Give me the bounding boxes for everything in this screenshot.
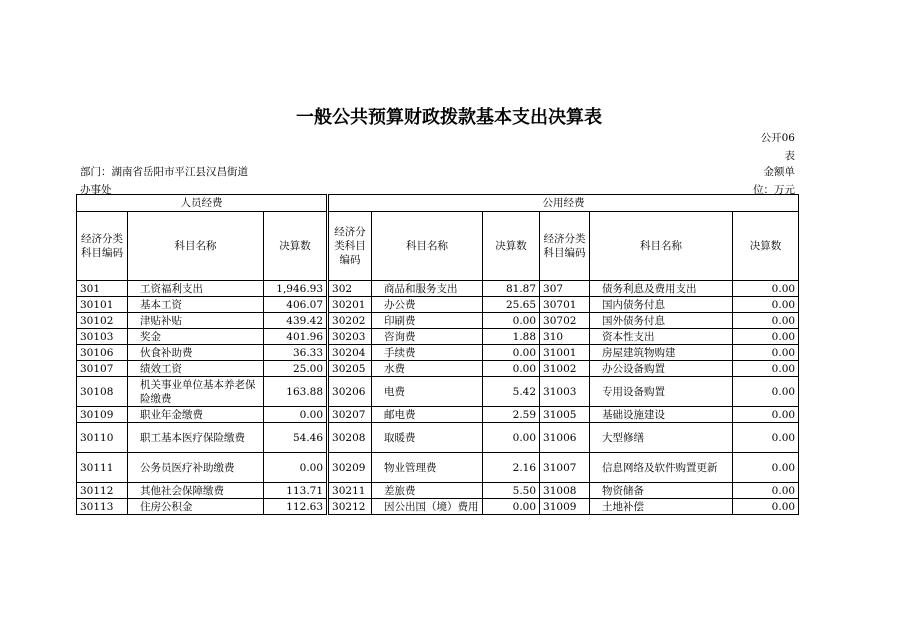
cell-amount: 401.96 [264, 329, 328, 345]
table-row [77, 313, 799, 329]
cell-name: 土地补偿 [590, 499, 733, 515]
cell-code: 31002 [540, 361, 590, 377]
cell-code: 31003 [540, 377, 590, 407]
cell-code: 30112 [77, 483, 128, 499]
cell-name: 电费 [372, 377, 483, 407]
table-row [77, 297, 799, 313]
cell-name: 基础设施建设 [590, 407, 733, 423]
cell-name: 公务员医疗补助缴费 [128, 453, 264, 483]
cell-amount: 0.00 [483, 499, 540, 515]
page-title: 一般公共预算财政拨款基本支出决算表 [296, 107, 602, 128]
cell-code: 30209 [328, 453, 372, 483]
unit-line1: 金额单 [763, 166, 795, 178]
cell-code: 30206 [328, 377, 372, 407]
header-amount-public: 决算数 [483, 212, 540, 281]
cell-code: 30101 [77, 297, 128, 313]
cell-amount: 113.71 [264, 483, 328, 499]
cell-code: 31007 [540, 453, 590, 483]
cell-name: 信息网络及软件购置更新 [590, 453, 733, 483]
cell-code: 31006 [540, 423, 590, 453]
cell-name: 职工基本医疗保险缴费 [128, 423, 264, 453]
cell-name: 办公费 [372, 297, 483, 313]
cell-name: 津贴补贴 [128, 313, 264, 329]
form-code-line1: 公开06 [760, 132, 795, 144]
cell-amount: 0.00 [733, 297, 799, 313]
header-code-personnel: 经济分类科目编码 [77, 212, 128, 281]
cell-name: 奖金 [128, 329, 264, 345]
cell-amount: 25.00 [264, 361, 328, 377]
cell-code: 310 [540, 329, 590, 345]
cell-name: 物资储备 [590, 483, 733, 499]
cell-name: 取暖费 [372, 423, 483, 453]
cell-amount: 0.00 [733, 361, 799, 377]
cell-name: 基本工资 [128, 297, 264, 313]
cell-code: 30109 [77, 407, 128, 423]
cell-name: 机关事业单位基本养老保险缴费 [128, 377, 264, 407]
cell-code: 30207 [328, 407, 372, 423]
cell-code: 30211 [328, 483, 372, 499]
table-row [77, 345, 799, 361]
header-code-public: 经济分类科目编码 [328, 212, 372, 281]
cell-name: 债务利息及费用支出 [590, 281, 733, 297]
cell-name: 伙食补助费 [128, 345, 264, 361]
department-line2: 办事处 [80, 184, 112, 196]
cell-amount: 5.50 [483, 483, 540, 499]
cell-amount: 5.42 [483, 377, 540, 407]
cell-amount: 0.00 [483, 313, 540, 329]
cell-code: 30205 [328, 361, 372, 377]
cell-code: 31008 [540, 483, 590, 499]
header-amount-personnel: 决算数 [264, 212, 328, 281]
cell-amount: 439.42 [264, 313, 328, 329]
cell-code: 30111 [77, 453, 128, 483]
cell-name: 绩效工资 [128, 361, 264, 377]
cell-name: 专用设备购置 [590, 377, 733, 407]
cell-amount: 112.63 [264, 499, 328, 515]
cell-name: 国内债务付息 [590, 297, 733, 313]
cell-amount: 2.16 [483, 453, 540, 483]
cell-amount: 1,946.93 [264, 281, 328, 297]
cell-name: 水费 [372, 361, 483, 377]
table-row [77, 453, 799, 483]
form-code-line2: 表 [784, 150, 795, 162]
cell-code: 30107 [77, 361, 128, 377]
cell-name: 大型修缮 [590, 423, 733, 453]
cell-amount: 0.00 [733, 423, 799, 453]
header-amount-capital: 决算数 [733, 212, 799, 281]
cell-amount: 0.00 [733, 499, 799, 515]
cell-code: 30113 [77, 499, 128, 515]
cell-name: 差旅费 [372, 483, 483, 499]
form-code [700, 129, 795, 165]
cell-code: 30106 [77, 345, 128, 361]
cell-code: 30204 [328, 345, 372, 361]
table-row [77, 361, 799, 377]
cell-amount: 0.00 [733, 453, 799, 483]
cell-name: 邮电费 [372, 407, 483, 423]
budget-table [76, 194, 799, 515]
cell-code: 30701 [540, 297, 590, 313]
cell-code: 30702 [540, 313, 590, 329]
cell-code: 31001 [540, 345, 590, 361]
header-name-public: 科目名称 [372, 212, 483, 281]
cell-code: 302 [328, 281, 372, 297]
table-row [77, 377, 799, 407]
cell-amount: 0.00 [483, 423, 540, 453]
cell-code: 30208 [328, 423, 372, 453]
cell-code: 31005 [540, 407, 590, 423]
cell-code: 301 [77, 281, 128, 297]
cell-name: 印刷费 [372, 313, 483, 329]
table-row [77, 407, 799, 423]
cell-amount: 2.59 [483, 407, 540, 423]
cell-code: 30203 [328, 329, 372, 345]
cell-amount: 0.00 [483, 361, 540, 377]
cell-amount: 0.00 [483, 345, 540, 361]
cell-amount: 0.00 [733, 483, 799, 499]
group-personnel: 人员经费 [77, 195, 328, 212]
cell-name: 咨询费 [372, 329, 483, 345]
cell-amount: 81.87 [483, 281, 540, 297]
cell-amount: 25.65 [483, 297, 540, 313]
cell-amount: 406.07 [264, 297, 328, 313]
cell-name: 职业年金缴费 [128, 407, 264, 423]
cell-amount: 0.00 [733, 281, 799, 297]
table-row [77, 499, 799, 515]
table-row [77, 281, 799, 297]
cell-name: 国外债务付息 [590, 313, 733, 329]
cell-amount: 0.00 [264, 453, 328, 483]
cell-name: 物业管理费 [372, 453, 483, 483]
cell-name: 住房公积金 [128, 499, 264, 515]
group-public: 公用经费 [328, 195, 799, 212]
cell-amount: 54.46 [264, 423, 328, 453]
cell-code: 30103 [77, 329, 128, 345]
cell-name: 办公设备购置 [590, 361, 733, 377]
cell-code: 30201 [328, 297, 372, 313]
cell-amount: 163.88 [264, 377, 328, 407]
cell-amount: 0.00 [733, 313, 799, 329]
group-header-row [77, 195, 799, 212]
cell-code: 30202 [328, 313, 372, 329]
table-row [77, 423, 799, 453]
cell-name: 商品和服务支出 [372, 281, 483, 297]
cell-amount: 36.33 [264, 345, 328, 361]
cell-code: 30108 [77, 377, 128, 407]
cell-amount: 0.00 [733, 329, 799, 345]
header-name-capital: 科目名称 [590, 212, 733, 281]
column-header-row [77, 212, 799, 281]
cell-amount: 0.00 [733, 407, 799, 423]
cell-code: 31009 [540, 499, 590, 515]
cell-name: 房屋建筑物购建 [590, 345, 733, 361]
table-row [77, 483, 799, 499]
cell-name: 手续费 [372, 345, 483, 361]
table-row [77, 329, 799, 345]
header-code-capital: 经济分类科目编码 [540, 212, 590, 281]
cell-amount: 0.00 [264, 407, 328, 423]
cell-code: 307 [540, 281, 590, 297]
cell-code: 30212 [328, 499, 372, 515]
cell-amount: 0.00 [733, 345, 799, 361]
cell-amount: 1.88 [483, 329, 540, 345]
cell-code: 30110 [77, 423, 128, 453]
cell-name: 其他社会保障缴费 [128, 483, 264, 499]
header-name-personnel: 科目名称 [128, 212, 264, 281]
cell-name: 工资福利支出 [128, 281, 264, 297]
cell-name: 因公出国（境）费用 [372, 499, 483, 515]
cell-code: 30102 [77, 313, 128, 329]
department-line1: 部门：湖南省岳阳市平江县汉昌街道 [80, 166, 248, 178]
unit-line2: 位：万元 [753, 184, 795, 196]
cell-amount: 0.00 [733, 377, 799, 407]
cell-name: 资本性支出 [590, 329, 733, 345]
